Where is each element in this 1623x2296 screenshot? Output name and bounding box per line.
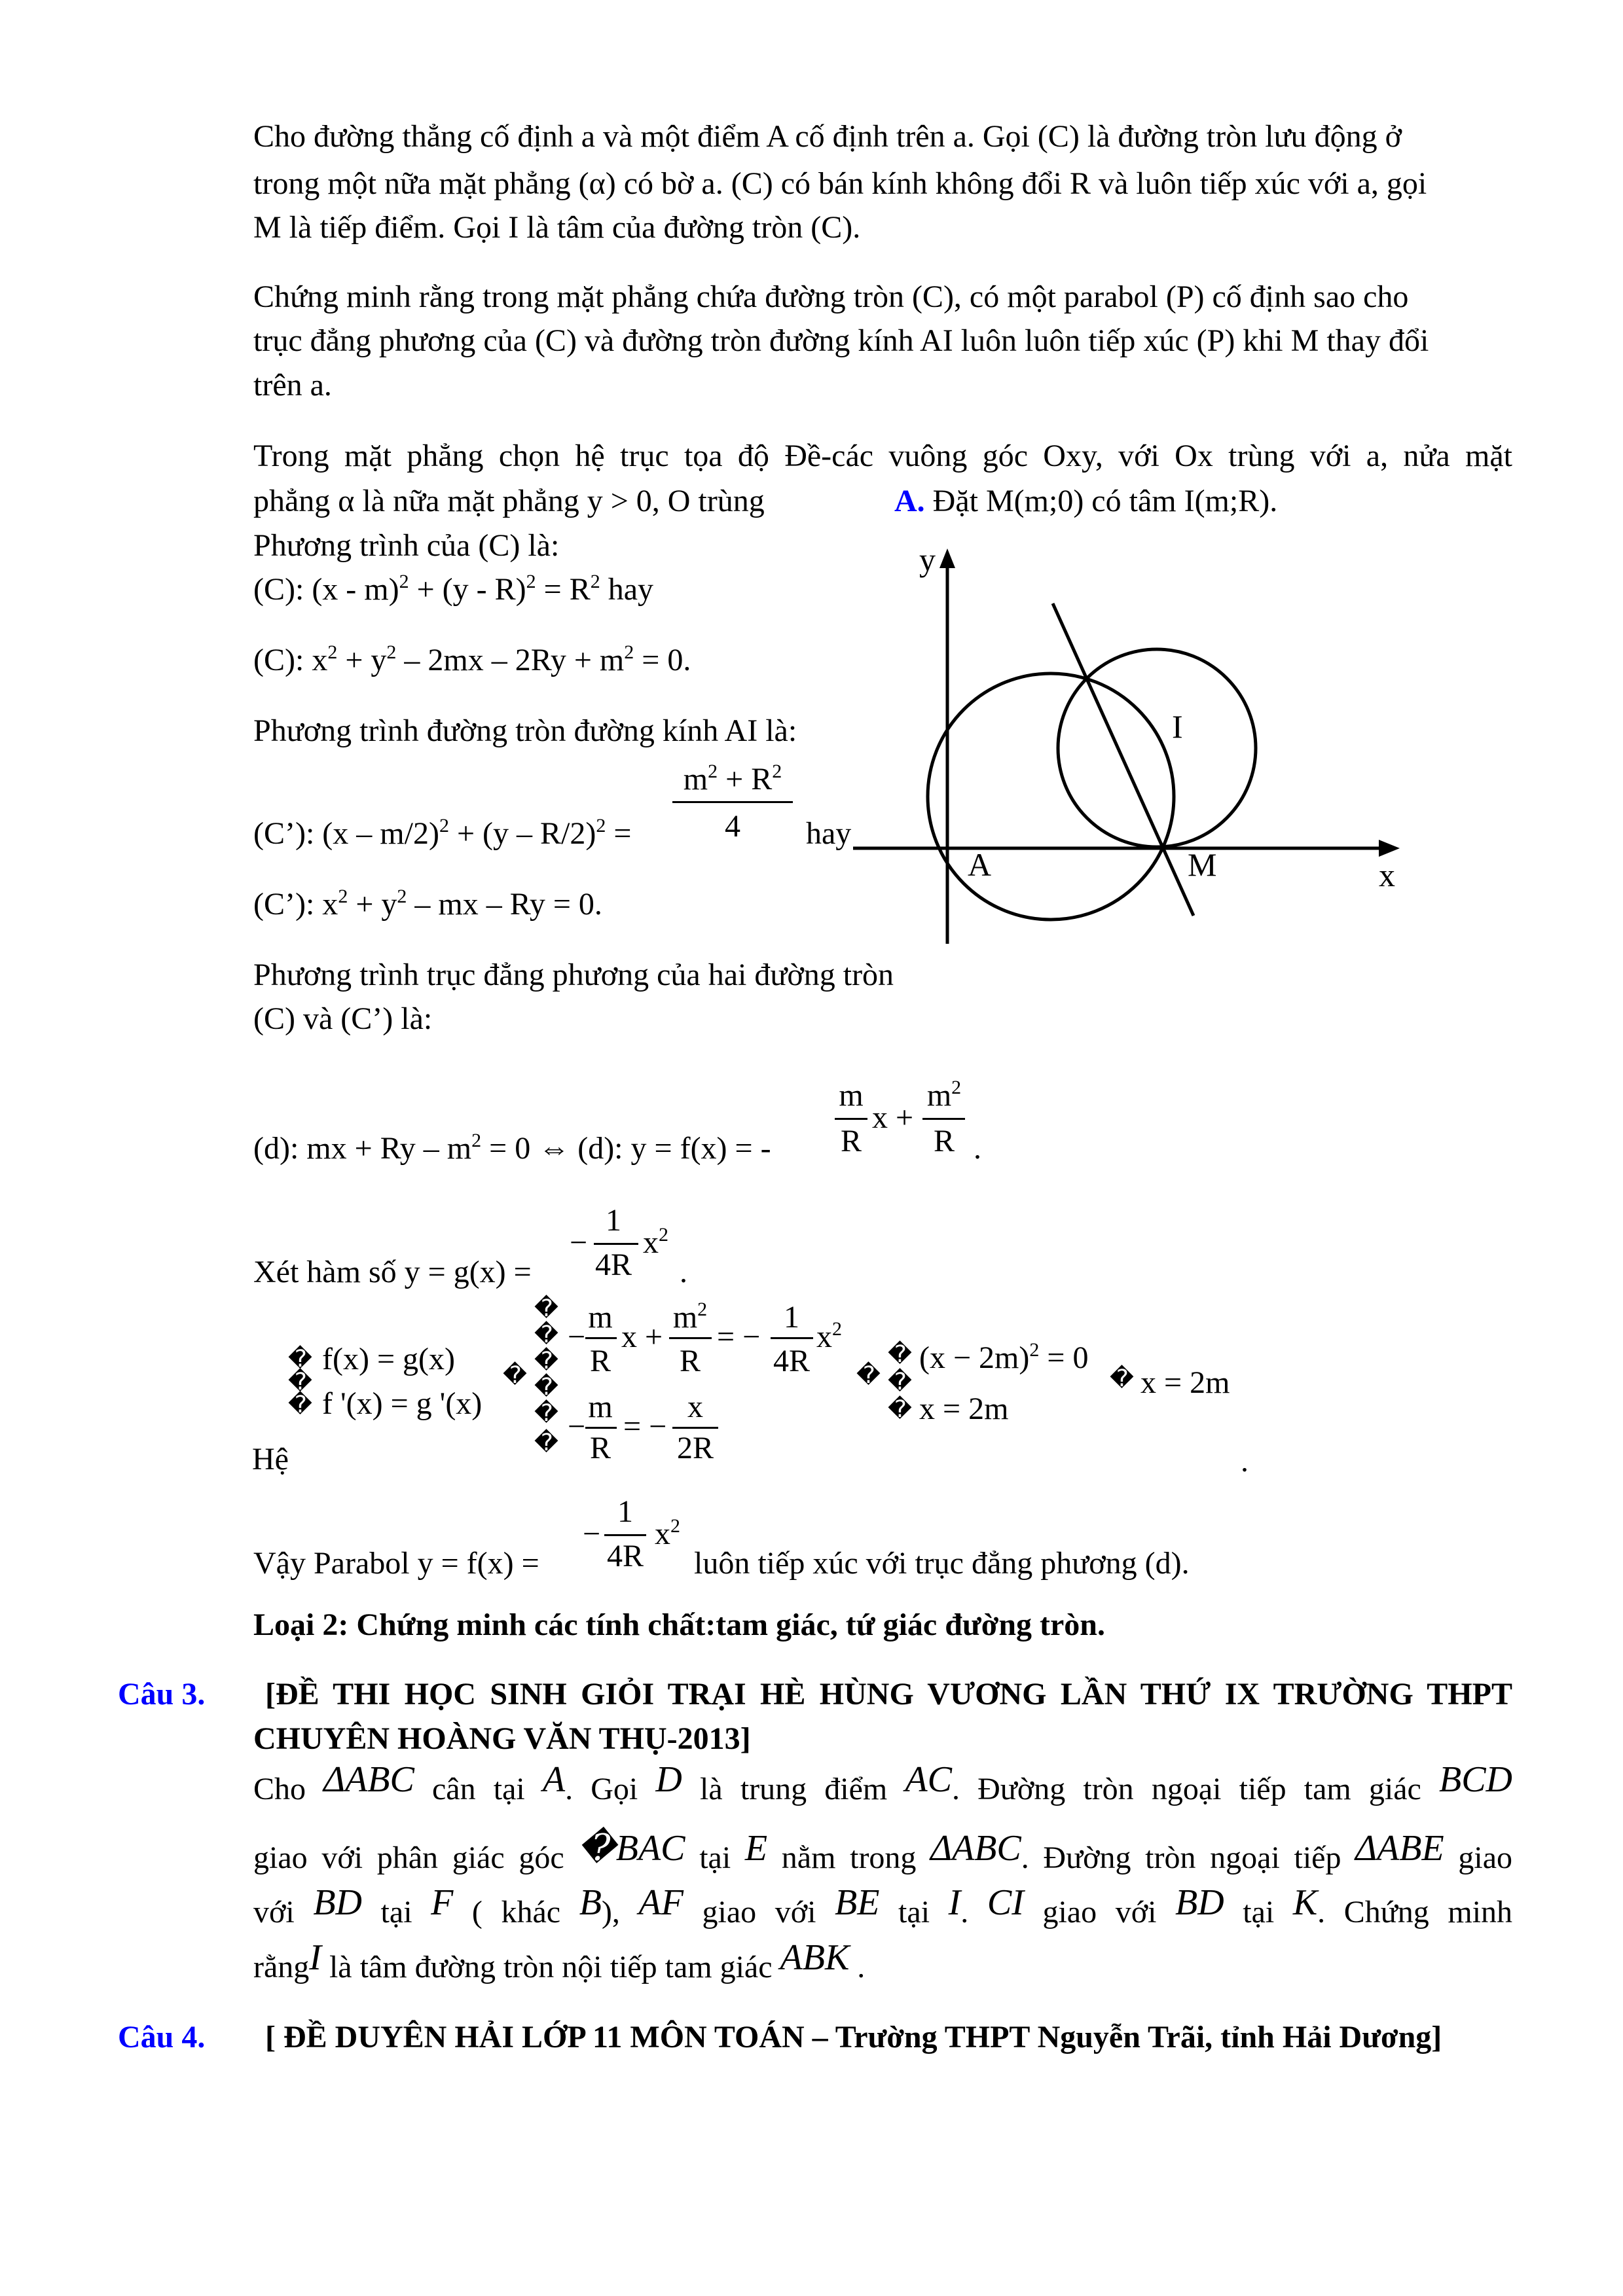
superscript: 2 bbox=[526, 571, 536, 592]
superscript: 2 bbox=[832, 1318, 842, 1340]
math-variable: K bbox=[1292, 1882, 1318, 1923]
fraction-denominator: 4R bbox=[606, 1539, 644, 1573]
text-run: là tâm đường tròn nội tiếp tam giác bbox=[321, 1950, 780, 1984]
superscript: 2 bbox=[386, 641, 397, 663]
solution-line: phẳng α là nữa mặt phẳng y > 0, O trùng bbox=[253, 484, 765, 518]
intro-line: M là tiếp điểm. Gọi I là tâm của đường tròn (C). bbox=[253, 210, 861, 245]
text-run: (C): (x - m) bbox=[253, 572, 399, 607]
brace-glyph-icon: � bbox=[534, 1295, 558, 1322]
system-row: f '(x) = g '(x) bbox=[322, 1386, 483, 1421]
conclusion-line: Vậy Parabol y = f(x) = bbox=[253, 1546, 539, 1581]
intro-line: trong một nữa mặt phẳng (α) có bờ a. (C) có bán kính không đổi R và luôn tiếp xúc với a, gọi bbox=[253, 166, 1427, 201]
equation-g: Xét hàm số y = g(x) = bbox=[253, 1255, 532, 1289]
math-variable: �BAC bbox=[578, 1828, 685, 1869]
fraction-numerator: m bbox=[588, 1390, 613, 1424]
question-title: [ ĐỀ DUYÊN HẢI LỚP 11 MÔN TOÁN – Trường THPT Nguyễn Trãi, tỉnh Hải Dương] bbox=[265, 2020, 1442, 2054]
equation-text: x + bbox=[621, 1319, 663, 1354]
fraction-numerator: 1 bbox=[617, 1494, 633, 1529]
system-row: x = 2m bbox=[919, 1391, 1009, 1426]
text-run: tại bbox=[879, 1895, 949, 1929]
solution-line: Phương trình của (C) là: bbox=[253, 528, 560, 563]
text-run: ( khác bbox=[453, 1895, 579, 1929]
task-line: Chứng minh rằng trong mặt phẳng chứa đường tròn (C), có một parabol (P) cố định sao cho bbox=[253, 279, 1409, 314]
brace-glyph-icon: � bbox=[888, 1369, 912, 1395]
text-run: + (y – R/2) bbox=[448, 816, 596, 851]
system-label: Hệ bbox=[252, 1442, 289, 1477]
brace-glyph-icon: � bbox=[534, 1374, 558, 1401]
superscript: 2 bbox=[708, 761, 718, 782]
y-axis-arrow-icon bbox=[939, 548, 955, 568]
text-run: Cho bbox=[253, 1772, 324, 1806]
text-run: cân tại bbox=[414, 1772, 543, 1806]
text-run: x bbox=[643, 1225, 659, 1260]
intro-line: Cho đường thẳng cố định a và một điểm A cố định trên a. Gọi (C) là đường tròn lưu động ở bbox=[253, 119, 1402, 154]
math-variable: D bbox=[655, 1759, 682, 1800]
text-run: m bbox=[672, 1300, 698, 1335]
text-run: tại bbox=[1224, 1895, 1293, 1929]
text-run: (d): mx + Ry – m bbox=[253, 1131, 472, 1166]
superscript: 2 bbox=[624, 641, 634, 663]
text-run: tại bbox=[361, 1895, 431, 1929]
fraction-numerator: 1 bbox=[784, 1300, 799, 1335]
superscript: 2 bbox=[1029, 1339, 1040, 1361]
minus-sign: − bbox=[568, 1319, 586, 1354]
superscript: 2 bbox=[471, 1130, 482, 1151]
math-variable: A bbox=[542, 1759, 566, 1800]
text-run: là trung điểm bbox=[682, 1772, 905, 1806]
equation-end: . bbox=[1241, 1444, 1249, 1479]
math-variable: ABK bbox=[780, 1937, 850, 1978]
equation-text: = − bbox=[623, 1409, 667, 1444]
text-run: = R bbox=[536, 572, 591, 607]
math-variable: I bbox=[309, 1937, 321, 1978]
point-i-label: I bbox=[1172, 708, 1183, 745]
text-run: với bbox=[253, 1895, 314, 1929]
solution-line: (C) và (C’) là: bbox=[253, 1001, 433, 1036]
superscript: 2 bbox=[596, 815, 606, 836]
text-run: x bbox=[655, 1516, 670, 1551]
text-run: + R bbox=[718, 762, 773, 797]
math-variable: E bbox=[744, 1828, 768, 1869]
task-line: trên a. bbox=[253, 368, 332, 403]
equation-text: x + bbox=[872, 1100, 914, 1135]
minus-sign: − bbox=[568, 1409, 586, 1444]
solution-line: Phương trình trục đẳng phương của hai đường tròn bbox=[253, 958, 894, 992]
text-run: giao với phân giác góc bbox=[253, 1840, 579, 1875]
x-axis-label: x bbox=[1379, 857, 1395, 893]
fraction-denominator: 2R bbox=[676, 1431, 714, 1465]
question-label: Câu 3. bbox=[118, 1677, 206, 1712]
system-row: f(x) = g(x) bbox=[322, 1342, 455, 1376]
fraction-numerator: x bbox=[687, 1390, 703, 1424]
brace-glyph-icon: � bbox=[288, 1346, 312, 1372]
solution-text: Đặt M(m;0) có tâm I(m;R). bbox=[924, 484, 1278, 518]
text-run: . Đường tròn ngoại tiếp bbox=[1021, 1840, 1356, 1875]
brace-glyph-icon: � bbox=[534, 1400, 558, 1427]
fraction-numerator: 1 bbox=[606, 1203, 621, 1238]
text-run: m bbox=[926, 1078, 952, 1113]
brace-glyph-icon: � bbox=[534, 1348, 558, 1374]
point-a-label: A. bbox=[894, 484, 925, 518]
text-run: nằm trong bbox=[767, 1840, 931, 1875]
task-line: trục đẳng phương của (C) và đường tròn đường kính AI luôn luôn tiếp xúc (P) khi M thay đổi bbox=[253, 323, 1429, 358]
superscript: 2 bbox=[439, 815, 449, 836]
math-variable: AC bbox=[905, 1759, 952, 1800]
text-run: ), bbox=[601, 1895, 639, 1929]
text-run: + (y - R) bbox=[409, 572, 526, 607]
text-run: (C): x bbox=[253, 643, 328, 677]
hay-text: hay bbox=[806, 816, 852, 851]
superscript: 2 bbox=[951, 1077, 962, 1098]
fraction-denominator: 4R bbox=[773, 1344, 811, 1378]
text-run: giao với bbox=[1023, 1895, 1175, 1929]
fraction-numerator: m bbox=[839, 1078, 864, 1113]
text-run: giao với bbox=[683, 1895, 835, 1929]
text-run: (C’): (x – m/2) bbox=[253, 816, 439, 851]
superscript: 2 bbox=[590, 571, 600, 592]
math-variable: CI bbox=[987, 1882, 1024, 1923]
text-run: = 0. bbox=[634, 643, 691, 677]
fraction-denominator: R bbox=[679, 1344, 701, 1378]
superscript: 2 bbox=[670, 1515, 680, 1537]
text-run: tại bbox=[685, 1840, 745, 1875]
brace-glyph-icon: � bbox=[888, 1396, 912, 1423]
text-run: (C’): x bbox=[253, 887, 338, 922]
conclusion-text: luôn tiếp xúc với trục đẳng phương (d). bbox=[694, 1546, 1190, 1581]
math-variable: ΔABE bbox=[1355, 1828, 1444, 1869]
y-axis-label: y bbox=[919, 541, 936, 578]
superscript: 2 bbox=[659, 1224, 668, 1246]
math-variable: ΔABC bbox=[930, 1828, 1021, 1869]
fraction-denominator: R bbox=[589, 1431, 611, 1465]
text-run: giao bbox=[1444, 1840, 1512, 1875]
math-variable: I bbox=[948, 1882, 961, 1923]
fraction-denominator: R bbox=[933, 1124, 955, 1158]
minus-sign: − bbox=[570, 1225, 588, 1260]
superscript: 2 bbox=[399, 571, 409, 592]
equation-text: = − bbox=[717, 1319, 761, 1354]
question-label: Câu 4. bbox=[118, 2020, 206, 2054]
fraction-denominator: R bbox=[840, 1124, 862, 1158]
math-variable: BE bbox=[835, 1882, 880, 1923]
text-run: . bbox=[960, 1895, 987, 1929]
math-variable: BD bbox=[313, 1882, 362, 1923]
minus-sign: − bbox=[583, 1516, 601, 1551]
solution-line: Trong mặt phẳng chọn hệ trục tọa độ Đề-các vuông góc Oxy, với Ox trùng với a, nửa mặt bbox=[253, 439, 1512, 473]
fraction-numerator: m bbox=[588, 1300, 613, 1335]
circle-c bbox=[928, 673, 1174, 920]
section-heading: Loại 2: Chứng minh các tính chất:tam giác, tứ giác đường tròn. bbox=[253, 1607, 1105, 1642]
text-run: . bbox=[849, 1950, 866, 1984]
text-run: = 0 bbox=[1039, 1340, 1089, 1375]
text-run: . Đường tròn ngoại tiếp tam giác bbox=[951, 1772, 1439, 1806]
text-run: – 2mx – 2Ry + m bbox=[396, 643, 625, 677]
brace-glyph-icon: � bbox=[534, 1321, 558, 1348]
brace-glyph-icon: � bbox=[888, 1341, 912, 1368]
text-run: + y bbox=[348, 887, 397, 922]
equivalence-glyph-icon: � bbox=[503, 1362, 527, 1389]
x-axis-arrow-icon bbox=[1379, 840, 1400, 857]
superscript: 2 bbox=[772, 761, 782, 782]
math-variable: F bbox=[431, 1882, 454, 1923]
text-run: (x − 2m) bbox=[919, 1340, 1030, 1375]
fraction-denominator: R bbox=[589, 1344, 611, 1378]
text-run: . Chứng minh bbox=[1317, 1895, 1513, 1929]
brace-glyph-icon: � bbox=[288, 1369, 312, 1395]
equivalence-glyph-icon: � bbox=[856, 1362, 881, 1389]
solution-line: Phương trình đường tròn đường kính AI là: bbox=[253, 713, 797, 748]
brace-glyph-icon: � bbox=[288, 1391, 312, 1418]
text-run: . Gọi bbox=[565, 1772, 656, 1806]
system-result: x = 2m bbox=[1140, 1365, 1230, 1400]
math-variable: BD bbox=[1175, 1882, 1224, 1923]
text-run: = bbox=[606, 816, 632, 851]
text-run: rằng bbox=[253, 1950, 310, 1984]
math-variable: AF bbox=[638, 1882, 684, 1923]
fraction-denominator: 4 bbox=[725, 809, 740, 844]
superscript: 2 bbox=[397, 886, 407, 907]
superscript: 2 bbox=[338, 886, 348, 907]
math-variable: B bbox=[579, 1882, 602, 1923]
superscript: 2 bbox=[697, 1299, 708, 1320]
text-run: – mx – Ry = 0. bbox=[407, 887, 602, 922]
question-title: CHUYÊN HOÀNG VĂN THỤ-2013] bbox=[253, 1721, 751, 1756]
brace-glyph-icon: � bbox=[534, 1429, 558, 1456]
point-a-label: A bbox=[968, 846, 992, 883]
equivalence-glyph-icon: � bbox=[1110, 1365, 1134, 1392]
text-run: + y bbox=[337, 643, 387, 677]
point-m-label: M bbox=[1188, 846, 1217, 883]
equation-end: . bbox=[680, 1255, 687, 1289]
fraction-denominator: 4R bbox=[594, 1247, 632, 1282]
math-variable: BCD bbox=[1439, 1759, 1512, 1800]
superscript: 2 bbox=[327, 641, 338, 663]
equation-end: . bbox=[974, 1131, 981, 1166]
question-title: [ĐỀ THI HỌC SINH GIỎI TRẠI HÈ HÙNG VƯƠNG LẦN THỨ IX TRƯỜNG THPT bbox=[265, 1677, 1512, 1712]
text-run: = 0 ⇔ (d): y = f(x) = - bbox=[481, 1131, 771, 1166]
text-run: x bbox=[816, 1319, 832, 1354]
math-variable: ΔABC bbox=[323, 1759, 414, 1800]
text-run: m bbox=[683, 762, 708, 797]
text-run: hay bbox=[600, 572, 654, 607]
